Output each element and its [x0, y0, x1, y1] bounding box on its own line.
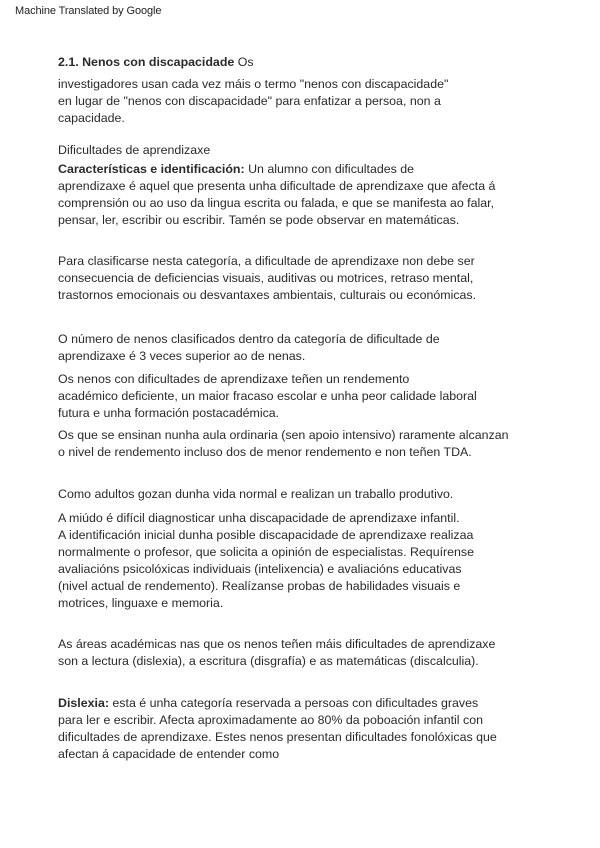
text-line: A identificación inicial dunha posible discapacidade de aprendizaxe realizaa [58, 528, 474, 542]
text-line: avaliacións psicolóxicas individuais (intelixencia) e avaliacións educativas [58, 562, 462, 576]
text-line: A miúdo é difícil diagnosticar unha discapacidade de aprendizaxe infantil. [58, 511, 460, 525]
text-line: capacidade. [58, 111, 125, 125]
academic-areas-paragraph [58, 636, 548, 670]
text-line: en lugar de "nenos con discapacidade" para enfatizar a persoa, non a [58, 94, 441, 108]
text-line: As áreas académicas nas que os nenos teñen máis dificultades de aprendizaxe [58, 637, 496, 651]
text-line: normalmente o profesor, que solicita a opinión de especialistas. Requírense [58, 545, 475, 559]
text-line: aprendizaxe é 3 veces superior ao de nenas. [58, 349, 306, 363]
classification-paragraph [58, 253, 548, 304]
text-line: afectan á capacidade de entender como [58, 747, 280, 761]
text-line: dificultades de aprendizaxe. Estes nenos presentan dificultades fonolóxicas que [58, 730, 497, 744]
text-line: trastornos emocionais ou desvantaxes ambientais, culturais ou económicas. [58, 288, 477, 302]
text-line: Como adultos gozan dunha vida normal e realizan un traballo produtivo. [58, 487, 454, 501]
text-line: Para clasificarse nesta categoría, a dificultade de aprendizaxe non debe ser [58, 254, 475, 268]
text-line: comprensión ou ao uso da lingua escrita ou falada, e que se manifesta ao falar, [58, 196, 495, 210]
text-line: O número de nenos clasificados dentro da categoría de dificultade de [58, 332, 440, 346]
text-line: académico deficiente, un maior fracaso escolar e unha peor calidade laboral [58, 389, 477, 403]
adults-paragraph [58, 486, 548, 503]
text-line: para ler e escribir. Afecta aproximadamente ao 80% da poboación infantil con [58, 713, 483, 727]
text-line: Os nenos con dificultades de aprendizaxe teñen un rendemento [58, 372, 410, 386]
performance-paragraph [58, 371, 548, 422]
text-line: Os que se ensinan nunha aula ordinaria (sen apoio intensivo) raramente alcanzan [58, 428, 509, 442]
text-line: (nivel actual de rendemento). Realízanse probas de habilidades visuais e [58, 579, 461, 593]
text-line: futura e unha formación postacadémica. [58, 406, 280, 420]
diagnosis-paragraph [58, 510, 548, 612]
document-body [58, 54, 548, 763]
machine-translation-banner: Machine Translated by Google [15, 5, 162, 17]
text-line: o nivel de rendemento incluso dos de menor rendemento e non teñen TDA. [58, 445, 472, 459]
text-line: pensar, ler, escribir ou escribir. Tamén se pode observar en matemáticas. [58, 213, 460, 227]
text-line: investigadores usan cada vez máis o termo "nenos con discapacidade" [58, 77, 449, 91]
text-line: son a lectura (dislexia), a escritura (disgrafía) e as matemáticas (discalculia). [58, 654, 479, 668]
characteristics-paragraph [58, 161, 548, 229]
text-line: consecuencia de deficiencias visuais, auditivas ou motrices, retraso mental, [58, 271, 474, 285]
text-line: Un alumno con dificultades de [244, 162, 415, 176]
section-heading-tail: Os [234, 55, 254, 69]
section-heading: 2.1. Nenos con discapacidade [58, 55, 235, 69]
ratio-paragraph [58, 331, 548, 365]
intro-paragraph [58, 76, 548, 127]
section-heading-paragraph [58, 54, 548, 71]
ordinary-classroom-paragraph [58, 427, 548, 461]
text-line: aprendizaxe é aquel que presenta unha dificultade de aprendizaxe que afecta á [58, 179, 496, 193]
dyslexia-paragraph [58, 695, 548, 763]
subheading: Dificultades de aprendizaxe [58, 143, 211, 157]
text-line: motrices, linguaxe e memoria. [58, 596, 224, 610]
characteristics-label: Características e identificación: [58, 162, 245, 176]
dyslexia-label: Dislexia: [58, 696, 109, 710]
text-line: esta é unha categoría reservada a persoas con dificultades graves [108, 696, 479, 710]
